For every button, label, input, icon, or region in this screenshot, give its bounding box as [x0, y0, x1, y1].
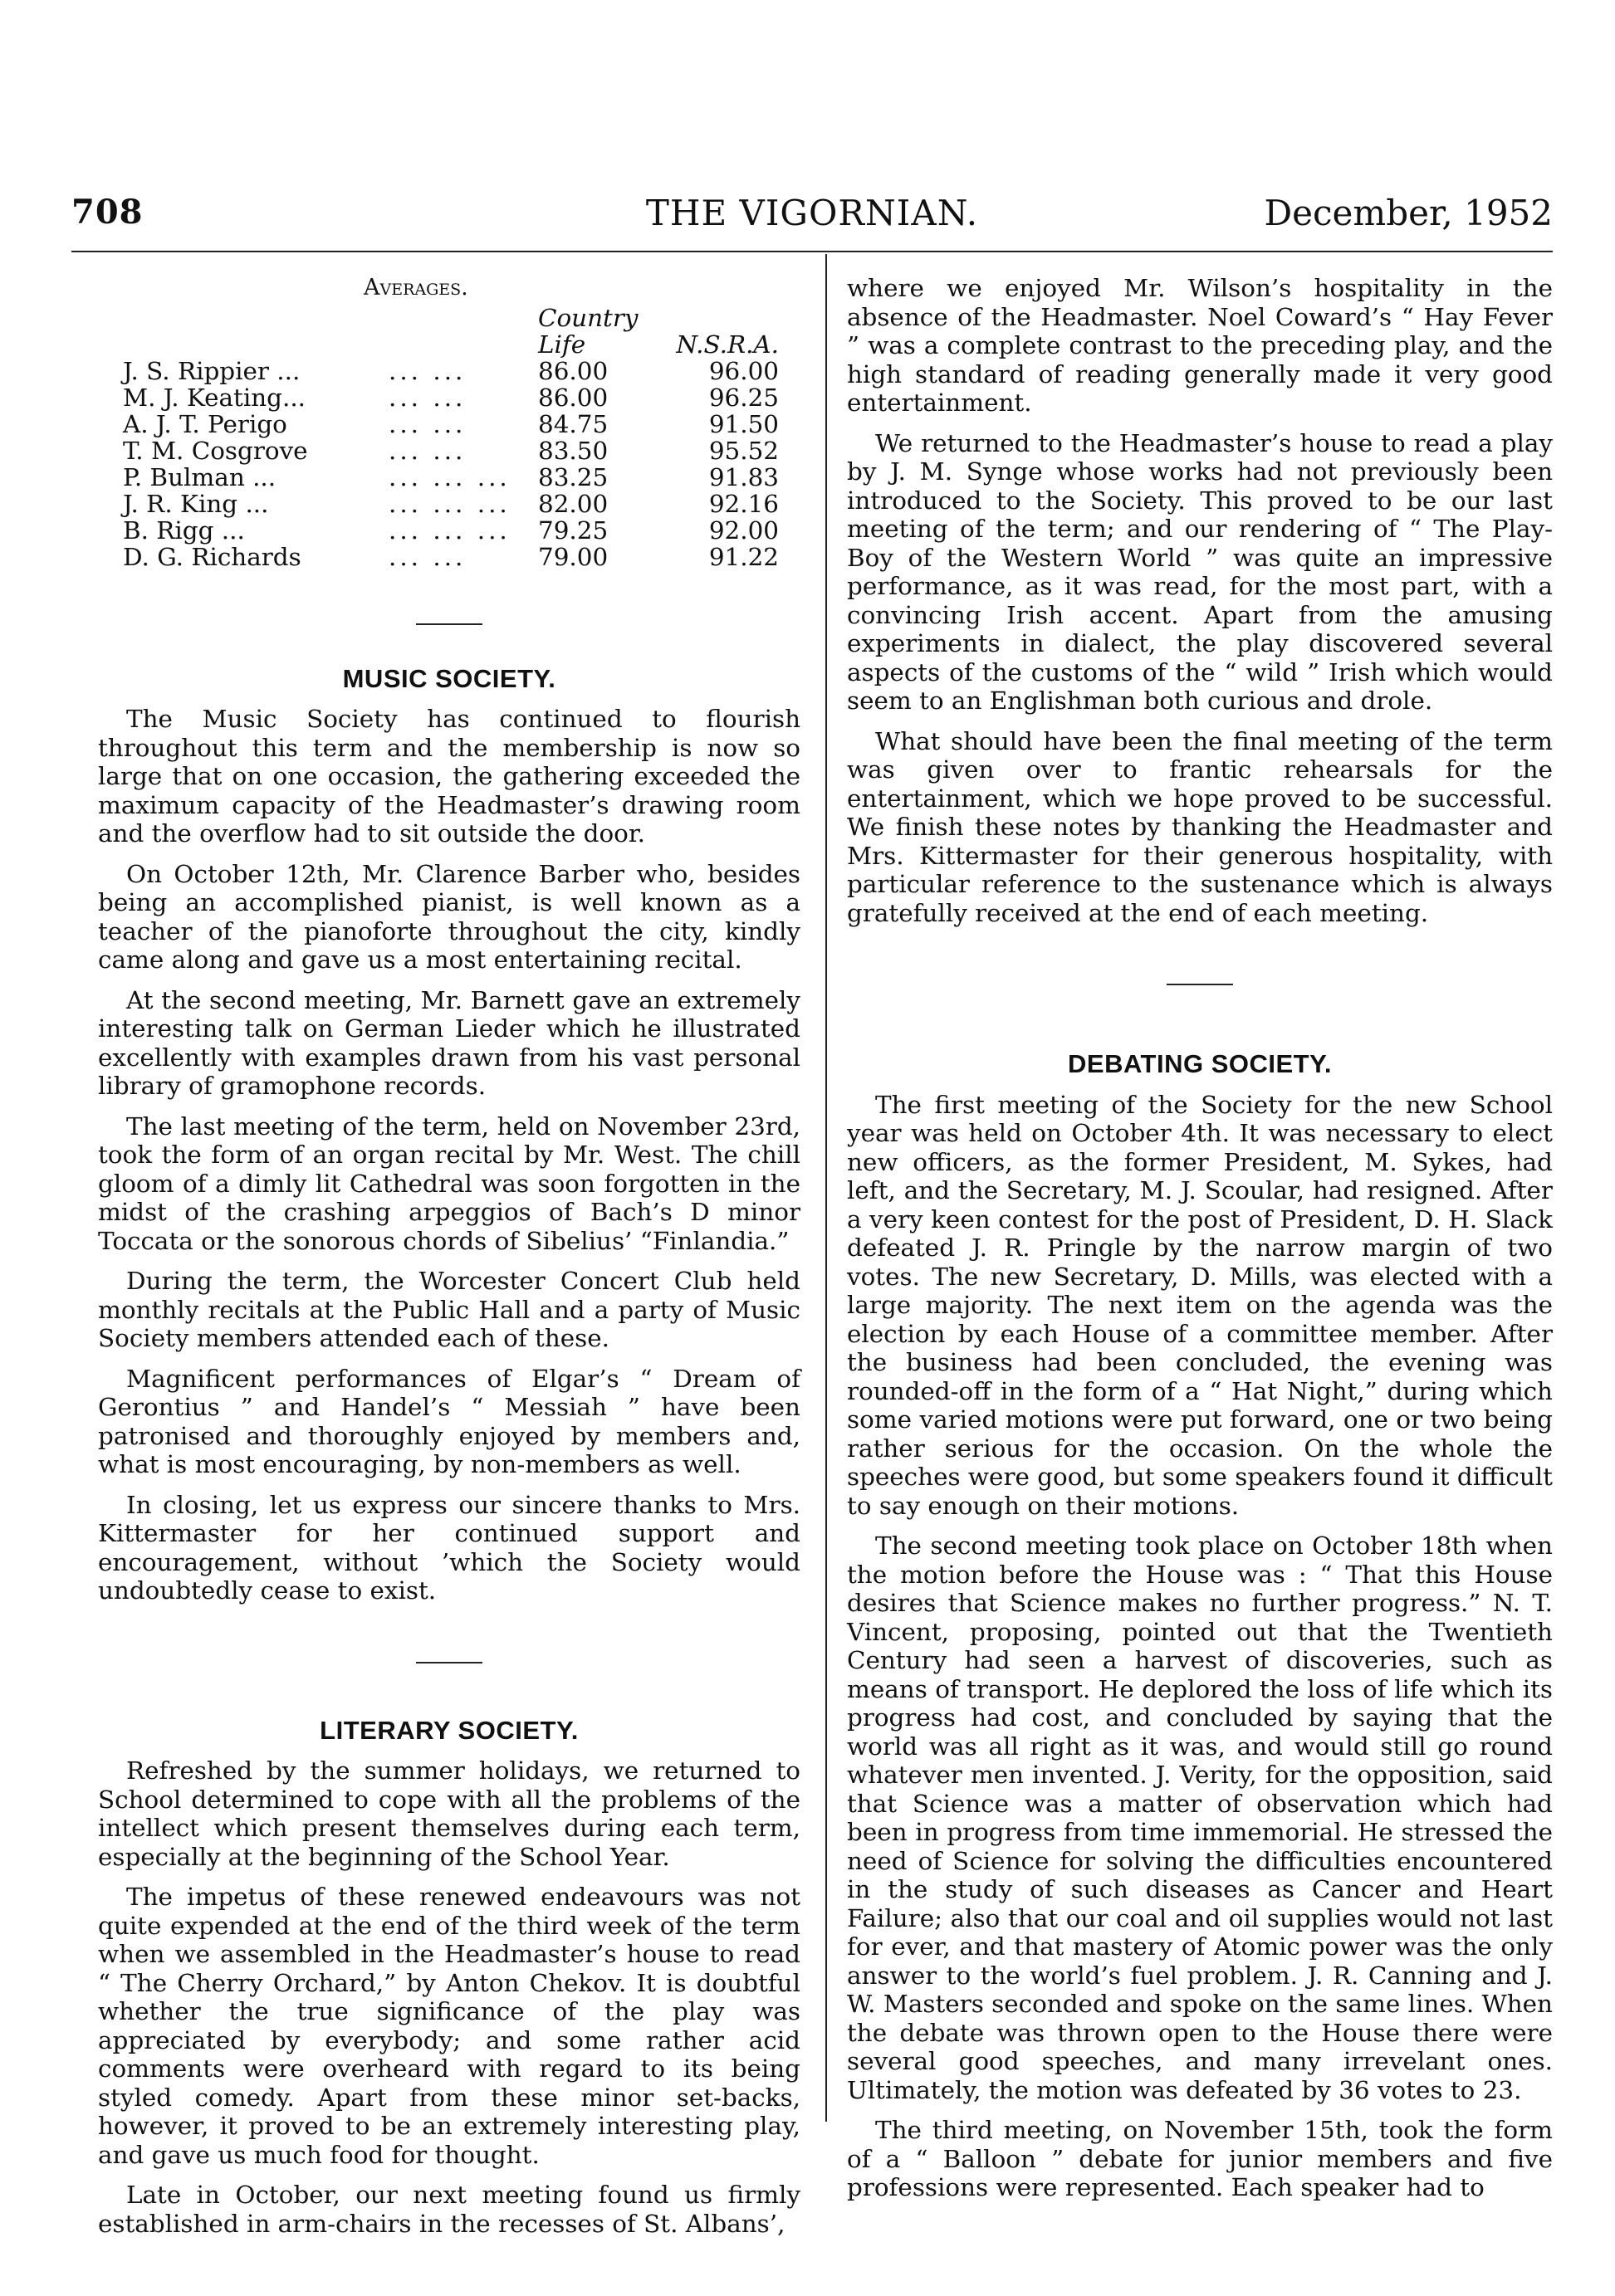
- music-paragraph: The Music Society has continued to flourish throughout this term and the membership is now so large that on one occasion, the gathering exceeded the maximum capacity of the Headmaster’s drawing room and the overflow had to sit outside the door.: [98, 705, 800, 848]
- leader-dots: ... ...: [389, 356, 467, 385]
- student-name: D. G. Richards: [123, 542, 301, 571]
- literary-paragraph: We returned to the Headmaster’s house to read a play by J. M. Synge whose works had not previously been introduced to the Society. This proved to be our last meeting of the term; and our rendering of “ The Play-Boy of the Western World ” was quite an impressive performance, as it was read, for the most part, with a convincing Irish accent. Apart from the amusing experiments in dialect, the play discovered several aspects of the customs of the “ wild ” Irish which would seem to an Englishman both curious and drole.: [847, 428, 1553, 715]
- page-number: 708: [71, 193, 144, 232]
- table-row: [123, 491, 779, 517]
- music-paragraph: Magnificent performances of Elgar’s “ Dream of Gerontius ” and Handel’s “ Messiah ” have been patronised and thoroughly enjoyed by members and, what is most encouraging, by non-members as well.: [98, 1364, 800, 1478]
- table-row: [123, 437, 779, 464]
- country-life-score: 79.00: [538, 542, 609, 571]
- debating-society-heading: DEBATING SOCIETY.: [1068, 1049, 1332, 1078]
- nsra-score: 91.50: [708, 409, 779, 438]
- student-name: T. M. Cosgrove: [123, 436, 308, 465]
- issue-date: December, 1952: [1264, 193, 1553, 233]
- leader-dots: ... ...: [389, 436, 467, 465]
- averages-caption: Averages.: [364, 275, 468, 300]
- right-column: [847, 274, 1553, 2214]
- debating-paragraph: The third meeting, on November 15th, took the form of a “ Balloon ” debate for junior members and five professions were represented. Each speaker had to: [847, 2116, 1553, 2201]
- debating-paragraph: The second meeting took place on October 18th when the motion before the House was : “ That this House desires that Science makes no further progress.” N. T. Vincent, proposing, pointed out that the Twentieth Century had seen a harvest of discoveries, such as means of transport. He deplored the loss of life which its progress had cost, and concluded by saying that the world was all right as it was, and would still go round whatever men invented. J. Verity, for the opposition, said that Science was a matter of observation which had been in progress from time immemorial. He stressed the need of Science for solving the difficulties encountered in the study of such diseases as Cancer and Heart Failure; also that our coal and oil supplies would not last for ever, and that mastery of Atomic power was the only answer to the world’s fuel problem. J. R. Canning and J. W. Masters seconded and spoke on the same lines. When the debate was thrown open to the House there were several good speeches, and many irrevelant ones. Ultimately, the motion was defeated by 36 votes to 23.: [847, 1531, 1553, 2104]
- music-paragraph: The last meeting of the term, held on November 23rd, took the form of an organ recital by Mr. West. The chill gloom of a dimly lit Cathedral was soon forgotten in the midst of the crashing arpeggios of Bach’s D minor Toccata or the sonorous chords of Sibelius’ “Finlandia.”: [98, 1111, 800, 1255]
- leader-dots: ... ... ...: [389, 515, 511, 545]
- student-name: P. Bulman ...: [123, 462, 277, 491]
- music-society-heading: MUSIC SOCIETY.: [342, 663, 556, 693]
- country-life-score: 83.25: [538, 462, 609, 491]
- nsra-score: 96.00: [708, 356, 779, 385]
- leader-dots: ... ... ...: [389, 489, 511, 518]
- nsra-score: 95.52: [708, 436, 779, 465]
- music-paragraph: On October 12th, Mr. Clarence Barber who, besides being an accomplished pianist, is well known as a teacher of the pianoforte throughout the city, kindly came along and gave us a most entertaining recital.: [98, 859, 800, 974]
- student-name: M. J. Keating...: [123, 383, 306, 412]
- table-row: [123, 358, 779, 384]
- country-life-score: 79.25: [538, 515, 609, 545]
- table-row: [123, 517, 779, 544]
- country-life-score: 84.75: [538, 409, 609, 438]
- col-country-header-2: Life: [538, 330, 586, 359]
- country-life-score: 82.00: [538, 489, 609, 518]
- col-nsra-header: N.S.R.A.: [676, 330, 779, 359]
- column-divider: [825, 254, 827, 2122]
- table-row: [123, 544, 779, 570]
- table-row: [123, 384, 779, 411]
- music-paragraph: In closing, let us express our sincere thanks to Mrs. Kittermaster for her continued support and encouragement, without ’which the Society would undoubtedly cease to exist.: [98, 1490, 800, 1605]
- leader-dots: ... ...: [389, 542, 467, 571]
- country-life-score: 83.50: [538, 436, 609, 465]
- country-life-score: 86.00: [538, 383, 609, 412]
- debating-paragraph: The first meeting of the Society for the new School year was held on October 4th. It was necessary to elect new officers, as the former President, M. Sykes, had left, and the Secretary, M. J. Scoular, had resigned. After a very keen contest for the post of President, D. H. Slack defeated J. R. Pringle by the narrow margin of two votes. The new Secretary, D. Mills, was elected with a large majority. The next item on the agenda was the election by each House of a committee member. After the business had been concluded, the evening was rounded-off in the form of a “ Hat Night,” during which some varied motions were put forward, one or two being rather serious for the occasion. On the whole the speeches were good, but some speakers found it difficult to say enough on their motions.: [847, 1090, 1553, 1520]
- country-life-score: 86.00: [538, 356, 609, 385]
- header-rule: [71, 251, 1553, 252]
- literary-paragraph-continued: where we enjoyed Mr. Wilson’s hospitality in the absence of the Headmaster. Noel Coward’s “ Hay Fever ” was a complete contrast to the preceding play, and the high standard of reading generally made it very good entertainment.: [847, 274, 1553, 417]
- table-row: [123, 411, 779, 437]
- literary-paragraph: Late in October, our next meeting found us firmly established in arm-chairs in the recesses of St. Albans’,: [98, 2181, 800, 2238]
- col-country-header-1: Country: [538, 303, 639, 332]
- nsra-score: 92.16: [708, 489, 779, 518]
- literary-paragraph: Refreshed by the summer holidays, we returned to School determined to cope with all the problems of the intellect which present themselves during each term, especially at the beginning of the School Year.: [98, 1756, 800, 1871]
- music-paragraph: During the term, the Worcester Concert Club held monthly recitals at the Public Hall and a party of Music Society members attended each of these.: [98, 1267, 800, 1352]
- student-name: J. R. King ...: [123, 489, 269, 518]
- nsra-score: 96.25: [708, 383, 779, 412]
- averages-table-block: [98, 274, 800, 570]
- student-name: A. J. T. Perigo: [123, 409, 287, 438]
- literary-paragraph: What should have been the final meeting of the term was given over to frantic rehearsals for the entertainment, which we hope proved to be successful. We finish these notes by thanking the Headmaster and Mrs. Kittermaster for their generous hospitality, with particular reference to the sustenance which is always gratefully received at the end of each meeting.: [847, 726, 1553, 927]
- literary-society-heading: LITERARY SOCIETY.: [320, 1715, 579, 1745]
- literary-paragraph: The impetus of these renewed endeavours was not quite expended at the end of the third week of the term when we assembled in the Headmaster’s house to read “ The Cherry Orchard,” by Anton Chekov. It is doubtful whether the true significance of the play was appreciated by everybody; and some rather acid comments were overheard with regard to its being styled comedy. Apart from these minor set-backs, however, it proved to be an extremely interesting play, and gave us much food for thought.: [98, 1883, 800, 2169]
- student-name: B. Rigg ...: [123, 515, 245, 545]
- publication-title: THE VIGORNIAN.: [645, 193, 979, 233]
- leader-dots: ... ... ...: [389, 462, 511, 491]
- nsra-score: 92.00: [708, 515, 779, 545]
- leader-dots: ... ...: [389, 409, 467, 438]
- left-column: [98, 274, 800, 2250]
- nsra-score: 91.83: [708, 462, 779, 491]
- averages-table: [123, 305, 779, 570]
- nsra-score: 91.22: [708, 542, 779, 571]
- averages-header-row: [123, 305, 779, 331]
- averages-header-row: [123, 331, 779, 358]
- music-paragraph: At the second meeting, Mr. Barnett gave an extremely interesting talk on German Lieder which he illustrated excellently with examples drawn from his vast personal library of gramophone records.: [98, 985, 800, 1100]
- leader-dots: ... ...: [389, 383, 467, 412]
- student-name: J. S. Rippier ...: [123, 356, 301, 385]
- page-header: [71, 193, 1553, 251]
- table-row: [123, 464, 779, 491]
